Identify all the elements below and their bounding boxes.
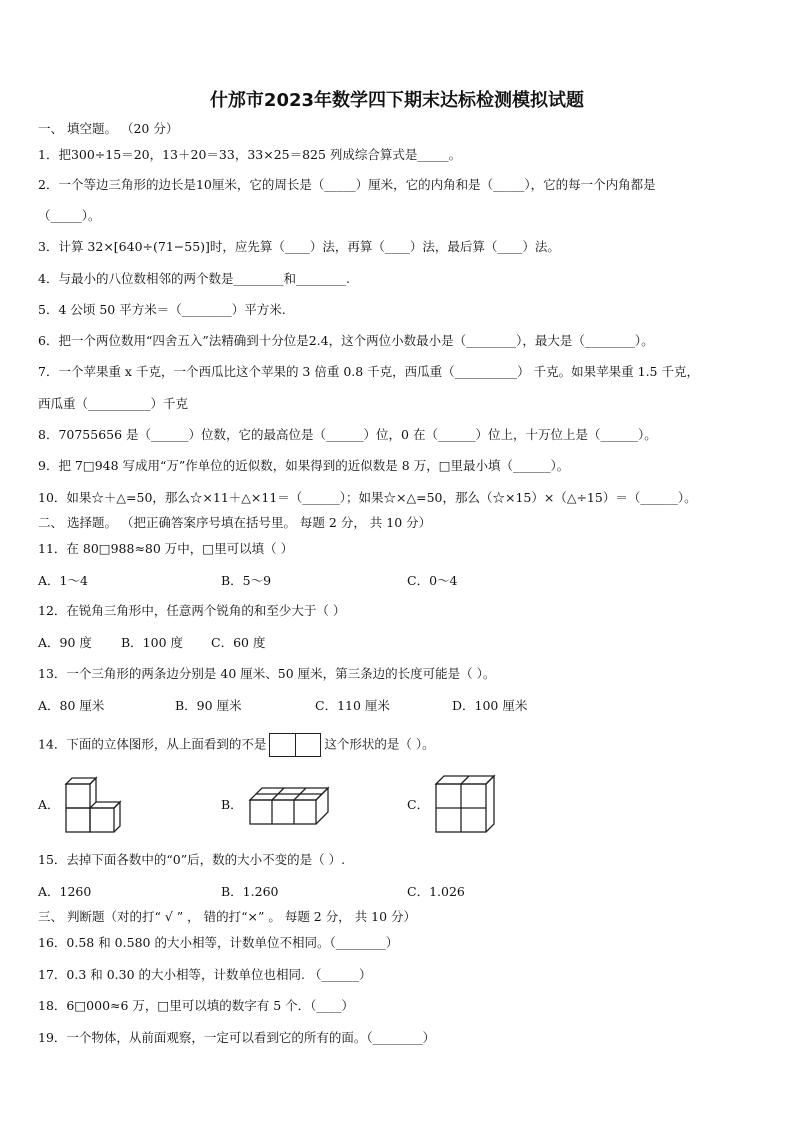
two-squares-shape [269,733,321,757]
q15-option-c: C．1.026 [407,884,465,899]
question-4: 4．与最小的八位数相邻的两个数是________和________. [38,271,350,286]
question-1: 1．把300÷15＝20，13＋20＝33，33×25＝825 列成综合算式是_____。 [38,147,462,162]
question-9: 9．把 7□948 写成用“万”作单位的近似数，如果得到的近似数是 8 万，□里最小填（______）。 [38,458,570,473]
q14-figure-b-cubes [248,784,330,828]
question-11: 11．在 80□988≈80 万中，□里可以填（ ） [38,541,294,556]
question-2-line-2: （_____）。 [38,208,101,223]
section-choice-heading: 二、 选择题。 （把正确答案序号填在括号里。 每题 2 分， 共 10 分） [38,515,432,530]
question-18: 18．6□000≈6 万，□里可以填的数字有 5 个．（____） [38,998,354,1013]
q12-option-a: A．90 度 [38,635,92,650]
q14-option-b: B． [221,797,243,812]
question-12: 12．在锐角三角形中，任意两个锐角的和至少大于（ ） [38,603,346,618]
question-5: 5．4 公顷 50 平方米＝（________）平方米. [38,302,286,317]
q12-option-c: C．60 度 [211,635,266,650]
question-14-prefix: 14．下面的立体图形，从上面看到的不是 [38,736,267,752]
q12-option-b: B．100 度 [121,635,184,650]
question-15: 15．去掉下面各数中的“0”后，数的大小不变的是（ ）. [38,852,346,867]
section-fill-blank-heading: 一、 填空题。 （20 分） [38,121,179,136]
question-3: 3．计算 32×[640÷(71−55)]时，应先算（____）法，再算（____）法，最后算（____）法。 [38,239,560,254]
q11-option-b: B．5～9 [221,573,272,588]
q14-option-a: A． [38,797,60,812]
question-14 [38,733,435,757]
question-17: 17．0.3 和 0.30 的大小相等，计数单位也相同. （______） [38,967,372,982]
question-10: 10．如果☆＋△=50，那么☆×11＋△×11＝（______）；如果☆×△=50，那么（☆×15）×（△÷15）＝（______）。 [38,490,697,505]
q14-figure-c-cubes [432,772,498,836]
q11-option-c: C．0～4 [407,573,458,588]
section-judge-heading: 三、 判断题（对的打“ √ ” ， 错的打“×” 。 每题 2 分， 共 10 分） [38,909,417,924]
question-14-suffix: 这个形状的是（ ）。 [324,736,435,752]
question-2-line-1: 2．一个等边三角形的边长是10厘米，它的周长是（_____）厘米，它的内角和是（_____），它的每一个内角都是 [38,177,656,192]
q15-option-b: B．1.260 [221,884,279,899]
question-13: 13．一个三角形的两条边分别是 40 厘米、50 厘米，第三条边的长度可能是（ ）。 [38,666,496,681]
q15-option-a: A．1260 [38,884,92,899]
question-16: 16．0.58 和 0.580 的大小相等，计数单位不相同。（________） [38,935,399,950]
question-8: 8．70755656 是（______）位数，它的最高位是（______）位，0 在（______）位上，十万位上是（______）。 [38,427,657,442]
q13-option-d: D．100 厘米 [452,698,528,713]
question-7-line-2: 西瓜重（__________）千克 [38,396,189,411]
q14-option-c: C． [407,797,430,812]
exam-title: 什邡市2023年数学四下期末达标检测模拟试题 [209,90,585,111]
question-6: 6．把一个两位数用“四舍五入”法精确到十分位是2.4，这个两位小数最小是（________），最大是（________）。 [38,333,654,348]
q11-option-a: A．1～4 [38,573,88,588]
q13-option-a: A．80 厘米 [38,698,105,713]
q13-option-b: B．90 厘米 [175,698,242,713]
question-19: 19．一个物体，从前面观察，一定可以看到它的所有的面。（________） [38,1030,436,1045]
q14-figure-a-cubes [62,774,128,834]
q13-option-c: C．110 厘米 [315,698,390,713]
question-7-line-1: 7．一个苹果重 x 千克，一个西瓜比这个苹果的 3 倍重 0.8 千克，西瓜重（__________） 千克。如果苹果重 1.5 千克， [38,364,699,379]
